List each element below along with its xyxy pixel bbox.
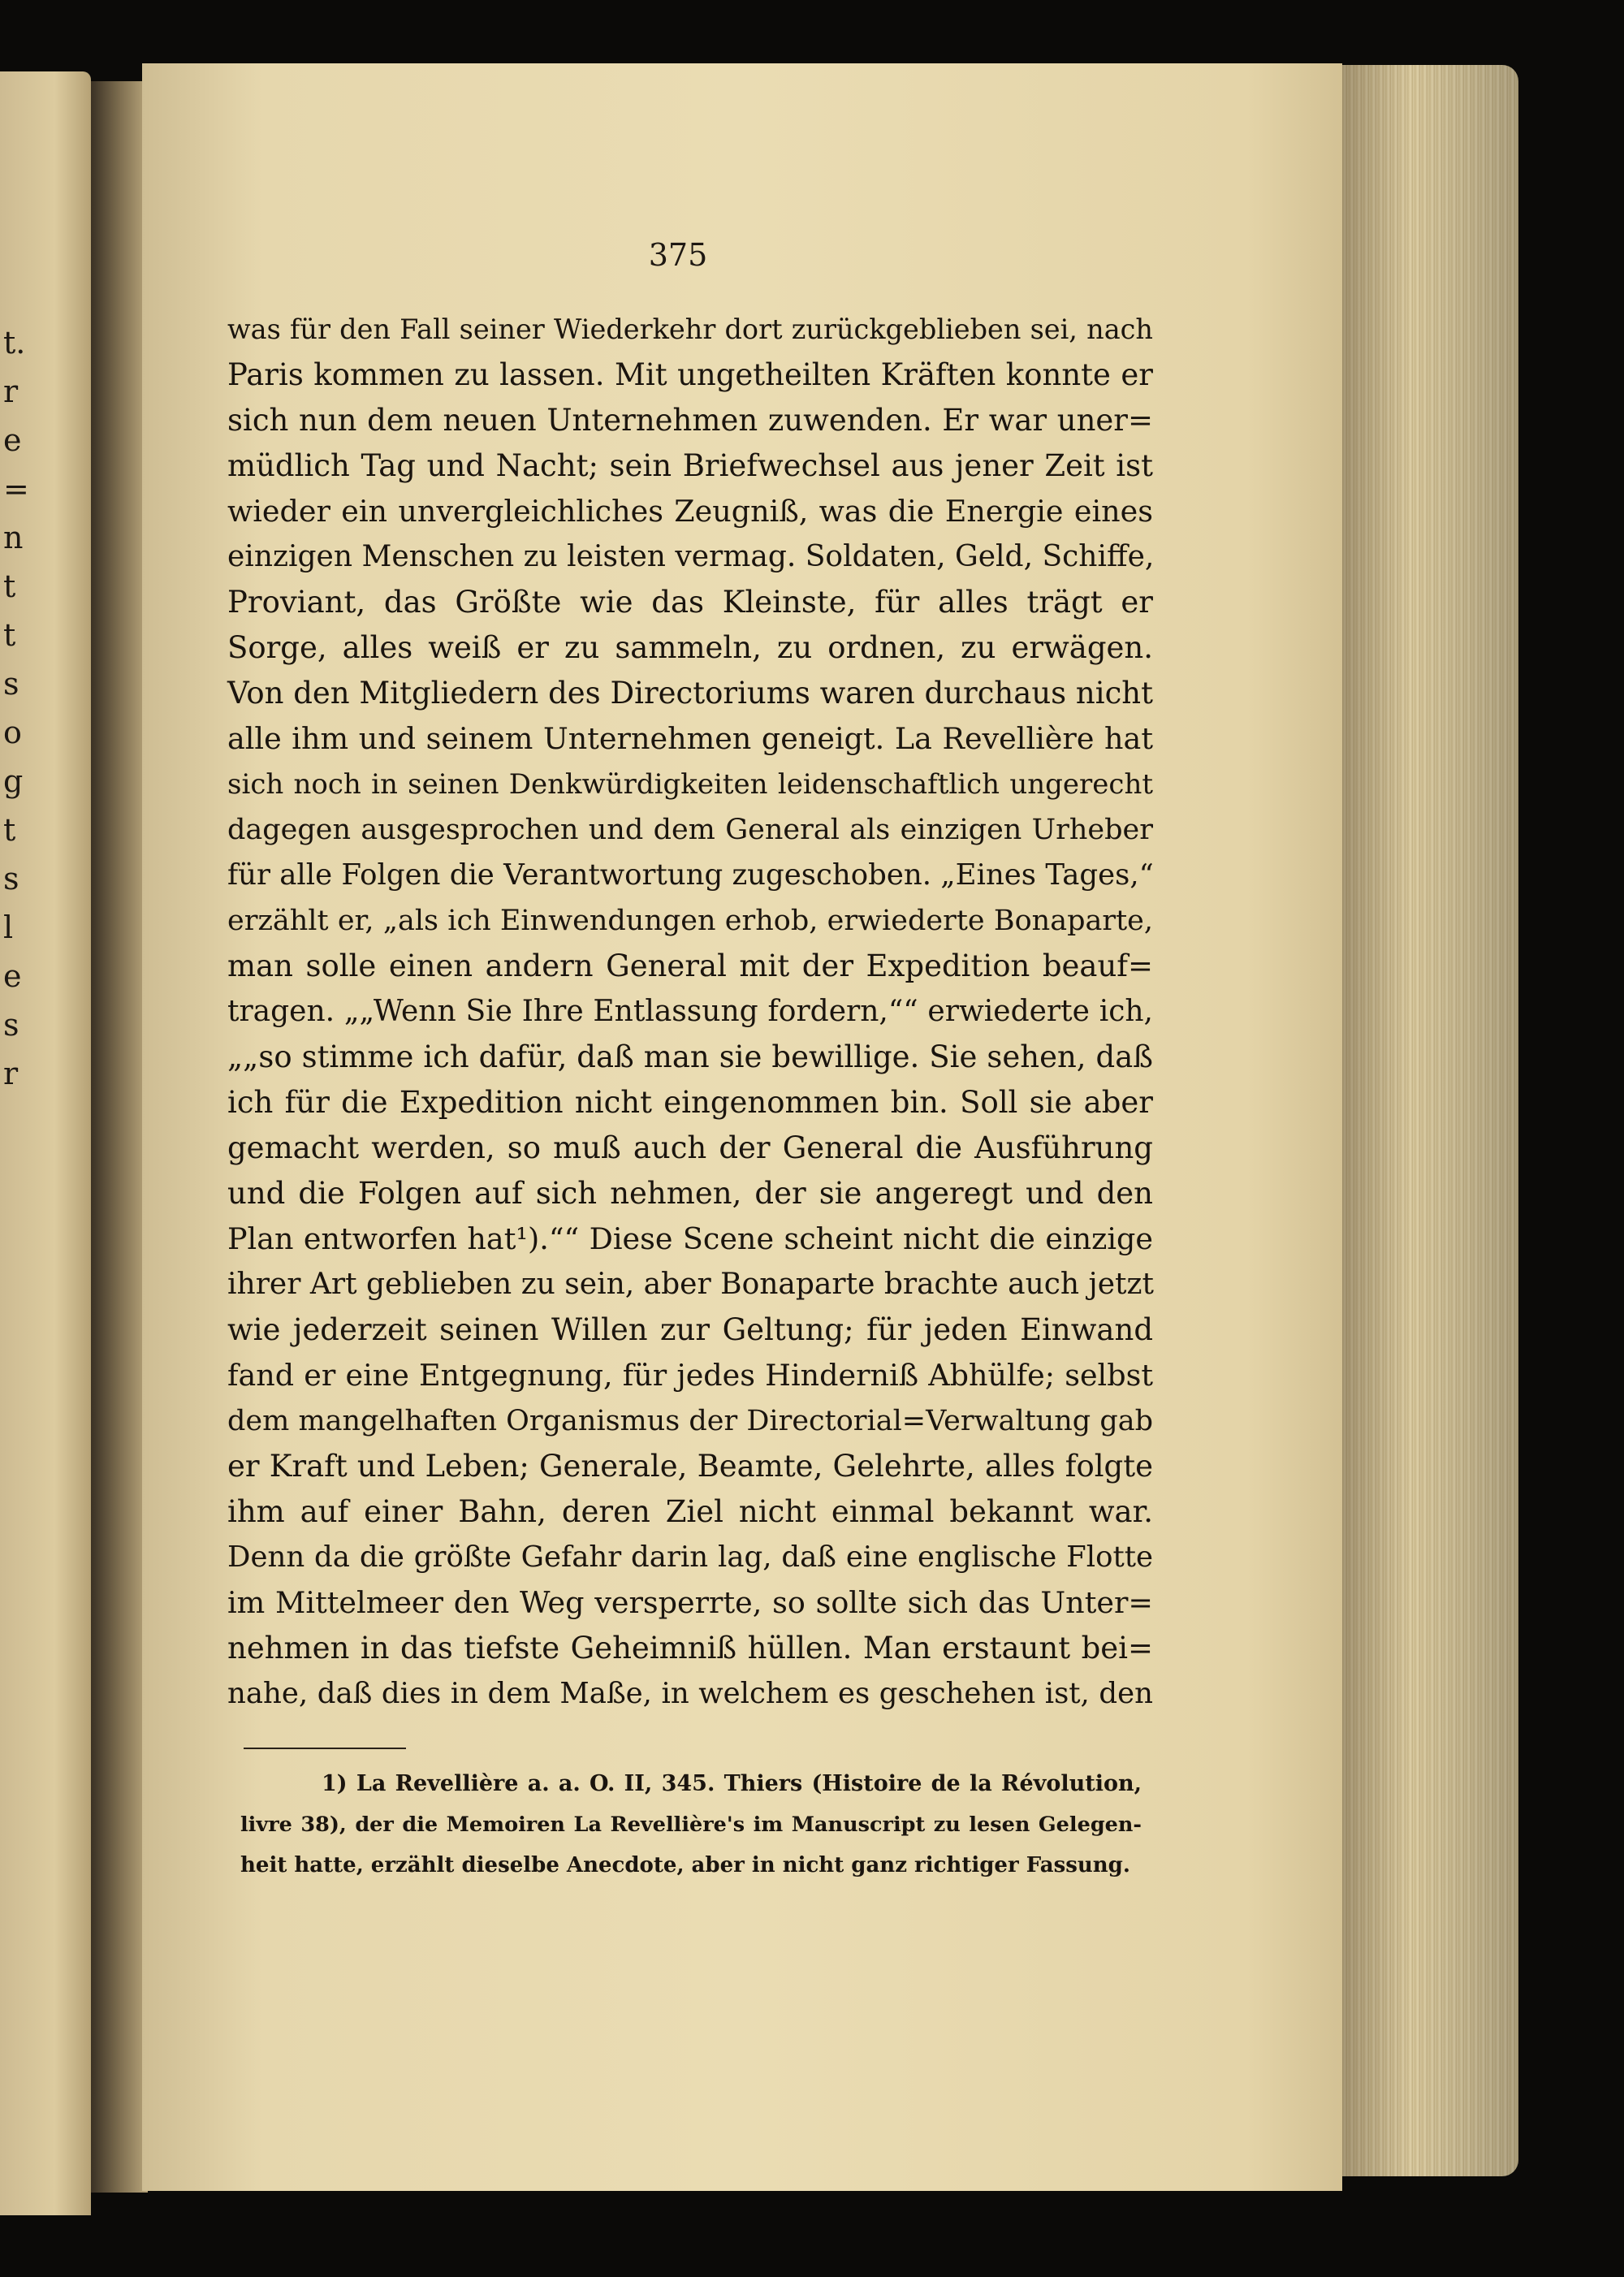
- left-page-fragment: n: [3, 520, 24, 555]
- text-line: ich für die Expedition nicht eingenommen bin. Soll sie aber: [227, 1085, 1153, 1120]
- text-line: wie jederzeit seinen Willen zur Geltung; für jeden Einwand: [227, 1312, 1153, 1347]
- text-line: tragen. „„Wenn Sie Ihre Entlassung fordern,““ erwiederte ich,: [227, 995, 1153, 1028]
- left-page-fragment: s: [3, 861, 19, 897]
- text-line: einzigen Menschen zu leisten vermag. Soldaten, Geld, Schiffe,: [227, 540, 1155, 573]
- text-line: „„so stimme ich dafür, daß man sie bewillige. Sie sehen, daß: [227, 1039, 1153, 1074]
- text-line: er Kraft und Leben; Generale, Beamte, Gelehrte, alles folgte: [227, 1449, 1153, 1484]
- text-line: gemacht werden, so muß auch der General die Ausführung: [227, 1130, 1153, 1165]
- text-line: Von den Mitgliedern des Directoriums waren durchaus nicht: [227, 676, 1153, 711]
- text-line: sich nun dem neuen Unternehmen zuwenden. Er war uner=: [227, 403, 1153, 438]
- text-line: Paris kommen zu lassen. Mit ungetheilten Kräften konnte er: [227, 357, 1153, 392]
- text-line: nahe, daß dies in dem Maße, in welchem es geschehen ist, den: [227, 1677, 1153, 1710]
- text-line: fand er eine Entgegnung, für jedes Hinderniß Abhülfe; selbst: [227, 1358, 1153, 1393]
- footnote-line: 1) La Revellière a. a. O. II, 345. Thiers (Histoire de la Révolution,: [322, 1771, 1142, 1796]
- left-page-fragment: e: [3, 958, 22, 994]
- left-page-fragment: =: [3, 471, 29, 507]
- left-page-fragment: r: [3, 374, 19, 409]
- text-line: wieder ein unvergleichliches Zeugniß, was die Energie eines: [227, 494, 1153, 529]
- text-line: Denn da die größte Gefahr darin lag, daß eine englische Flotte: [227, 1540, 1153, 1574]
- left-page-fragment: s: [3, 1007, 19, 1043]
- text-line: für alle Folgen die Verantwortung zugeschoben. „Eines Tages,“: [227, 858, 1154, 892]
- footnote-line: livre 38), der die Memoiren La Revellière's im Manuscript zu lesen Gelegen-: [240, 1813, 1142, 1837]
- left-page-fragment: r: [3, 1056, 19, 1091]
- footnote-line: heit hatte, erzählt dieselbe Anecdote, aber in nicht ganz richtiger Fassung.: [240, 1853, 1130, 1877]
- text-line: alle ihm und seinem Unternehmen geneigt. La Revellière hat: [227, 721, 1153, 756]
- left-page-fragment: t: [3, 812, 16, 848]
- left-page-fragment: e: [3, 422, 22, 458]
- text-line: im Mittelmeer den Weg versperrte, so sollte sich das Unter=: [227, 1585, 1153, 1620]
- text-line: erzählt er, „als ich Einwendungen erhob, erwiederte Bonaparte,: [227, 905, 1153, 937]
- book-gutter: [91, 81, 148, 2193]
- text-line: man solle einen andern General mit der Expedition beauf=: [227, 948, 1153, 983]
- text-line: Plan entworfen hat¹).““ Diese Scene scheint nicht die einzige: [227, 1221, 1153, 1256]
- text-line: nehmen in das tiefste Geheimniß hüllen. Man erstaunt bei=: [227, 1631, 1153, 1666]
- text-line: dem mangelhaften Organismus der Directorial=Verwaltung gab: [227, 1405, 1153, 1437]
- left-page-fragment: t: [3, 617, 16, 653]
- text-line: müdlich Tag und Nacht; sein Briefwechsel aus jener Zeit ist: [227, 448, 1153, 483]
- text-line: ihm auf einer Bahn, deren Ziel nicht einmal bekannt war.: [227, 1494, 1153, 1529]
- page-number: 375: [648, 237, 708, 273]
- left-page-fragment: g: [3, 763, 24, 799]
- left-page-fragment: l: [3, 910, 14, 945]
- footnotes: [240, 1764, 1142, 1886]
- text-line: ihrer Art geblieben zu sein, aber Bonaparte brachte auch jetzt: [227, 1268, 1154, 1301]
- left-page-fragment: o: [3, 715, 22, 750]
- text-line: was für den Fall seiner Wiederkehr dort zurückgeblieben sei, nach: [227, 313, 1153, 345]
- left-page-fragment: t: [3, 568, 16, 604]
- left-page-fragment: s: [3, 666, 19, 702]
- body-text: [227, 307, 1153, 1717]
- page-stack-shade: [1340, 65, 1518, 2176]
- text-line: dagegen ausgesprochen und dem General als einzigen Urheber: [227, 814, 1153, 846]
- left-page-fragment: t.: [3, 325, 26, 361]
- text-line: sich noch in seinen Denkwürdigkeiten leidenschaftlich ungerecht: [227, 768, 1153, 801]
- text-line: Sorge, alles weiß er zu sammeln, zu ordnen, zu erwägen.: [227, 630, 1153, 665]
- text-line: und die Folgen auf sich nehmen, der sie angeregt und den: [227, 1176, 1153, 1211]
- text-line: Proviant, das Größte wie das Kleinste, für alles trägt er: [227, 585, 1153, 620]
- footnote-divider: [244, 1748, 406, 1749]
- left-page-edge: [0, 71, 91, 2215]
